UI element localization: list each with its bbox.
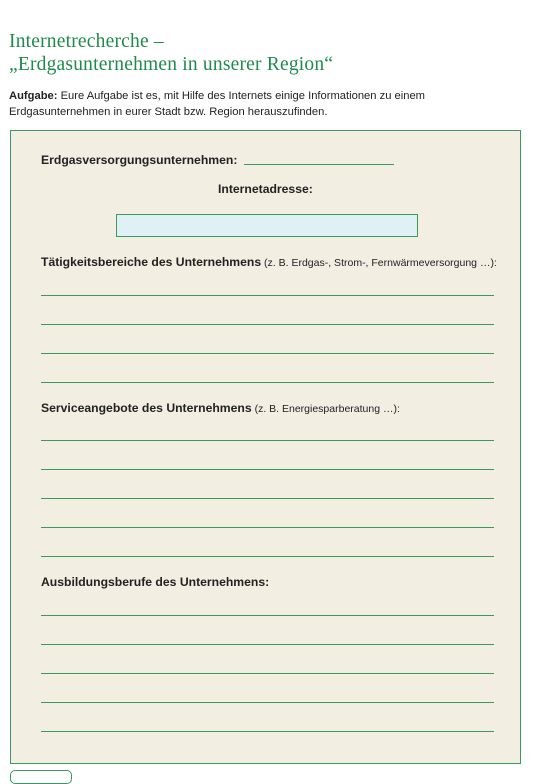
services-write-line-4[interactable] bbox=[41, 527, 494, 528]
website-input-box[interactable] bbox=[116, 214, 418, 237]
activities-note: (z. B. Erdgas-, Strom-, Fernwärmeversorgung …): bbox=[261, 257, 497, 269]
training-label: Ausbildungsberufe des Unternehmens: bbox=[41, 575, 270, 589]
task-description bbox=[9, 88, 529, 120]
activities-write-line-3[interactable] bbox=[41, 353, 494, 354]
training-write-line-5[interactable] bbox=[41, 731, 494, 732]
website-label: Internetadresse: bbox=[218, 182, 313, 196]
task-label: Aufgabe: bbox=[9, 90, 58, 102]
services-label-text: Serviceangebote des Unternehmens bbox=[41, 401, 252, 415]
activities-label bbox=[41, 255, 497, 269]
services-write-line-3[interactable] bbox=[41, 498, 494, 499]
activities-write-line-2[interactable] bbox=[41, 324, 494, 325]
worksheet-form bbox=[10, 130, 521, 764]
services-label bbox=[41, 401, 400, 415]
activities-label-text: Tätigkeitsbereiche des Unternehmens bbox=[41, 255, 262, 269]
title-line-1: Internetrecherche – bbox=[9, 31, 164, 52]
training-write-line-1[interactable] bbox=[41, 615, 494, 616]
title-line-2: „Erdgasunternehmen in unserer Region“ bbox=[9, 54, 334, 75]
company-write-line[interactable] bbox=[244, 164, 394, 165]
training-write-line-3[interactable] bbox=[41, 673, 494, 674]
company-label: Erdgasversorgungsunternehmen: bbox=[41, 153, 238, 167]
activities-write-line-1[interactable] bbox=[41, 295, 494, 296]
training-write-line-4[interactable] bbox=[41, 702, 494, 703]
services-write-line-5[interactable] bbox=[41, 556, 494, 557]
bottom-button-edge[interactable] bbox=[10, 770, 72, 784]
services-note: (z. B. Energiesparberatung …): bbox=[251, 403, 400, 415]
services-write-line-2[interactable] bbox=[41, 469, 494, 470]
activities-write-line-4[interactable] bbox=[41, 382, 494, 383]
task-text: Eure Aufgabe ist es, mit Hilfe des Internets einige Informationen zu einem Erdgasunternehmen in eurer Stadt bzw. Region herauszufinden. bbox=[9, 90, 426, 118]
services-write-line-1[interactable] bbox=[41, 440, 494, 441]
training-write-line-2[interactable] bbox=[41, 644, 494, 645]
worksheet-title bbox=[9, 30, 333, 76]
